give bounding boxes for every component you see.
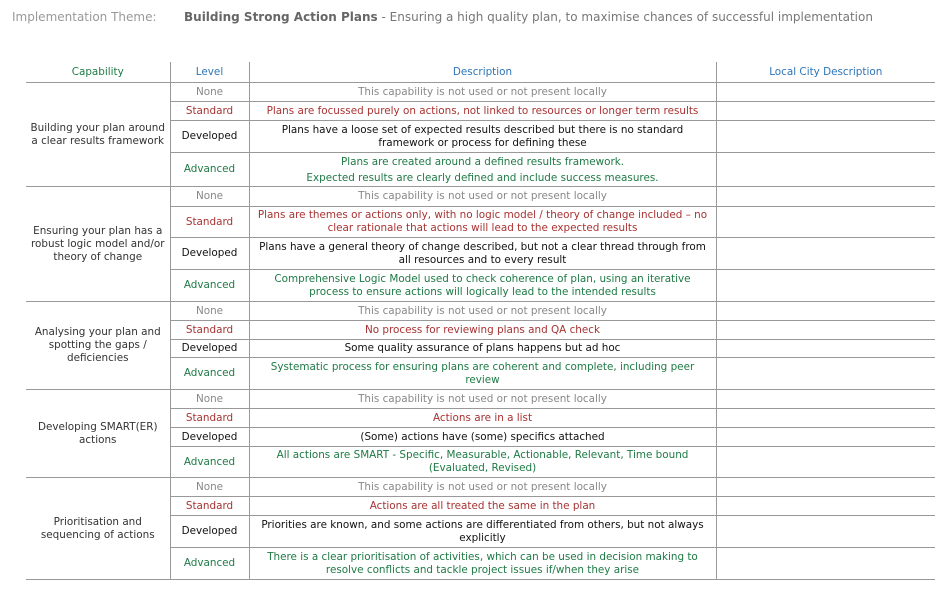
description-cell: Plans have a general theory of change described, but not a clear thread through from all resources and to every result xyxy=(249,238,716,270)
theme-label: Implementation Theme: xyxy=(12,10,157,24)
local-city-description-cell[interactable] xyxy=(716,153,935,187)
header-capability: Capability xyxy=(26,62,170,83)
local-city-description-cell[interactable] xyxy=(716,207,935,238)
capability-cell: Prioritisation and sequencing of actions xyxy=(26,478,170,580)
description-cell: Priorities are known, and some actions are differentiated from others, but not always explicitly xyxy=(249,516,716,548)
description-cell: (Some) actions have (some) specifics attached xyxy=(249,428,716,447)
level-cell: Advanced xyxy=(170,270,249,302)
description-cell: Actions are all treated the same in the plan xyxy=(249,497,716,516)
description-cell: Plans are created around a defined results framework. Expected results are clearly defined and include success measures. xyxy=(249,153,716,187)
local-city-description-cell[interactable] xyxy=(716,83,935,102)
level-cell: None xyxy=(170,478,249,497)
local-city-description-cell[interactable] xyxy=(716,447,935,478)
level-cell: Developed xyxy=(170,428,249,447)
description-cell: Systematic process for ensuring plans are coherent and complete, including peer review xyxy=(249,358,716,390)
theme-title: Building Strong Action Plans xyxy=(184,10,378,24)
level-cell: Standard xyxy=(170,321,249,340)
description-cell: This capability is not used or not present locally xyxy=(249,83,716,102)
level-cell: Standard xyxy=(170,409,249,428)
level-cell: Standard xyxy=(170,207,249,238)
local-city-description-cell[interactable] xyxy=(716,409,935,428)
level-cell: None xyxy=(170,302,249,321)
capability-cell: Analysing your plan and spotting the gaps / deficiencies xyxy=(26,302,170,390)
level-cell: Standard xyxy=(170,102,249,121)
header-local-city-description: Local City Description xyxy=(716,62,935,83)
local-city-description-cell[interactable] xyxy=(716,121,935,153)
description-cell: Plans are themes or actions only, with no logic model / theory of change included – no clear rationale that actions will lead to the expected results xyxy=(249,207,716,238)
header-description: Description xyxy=(249,62,716,83)
level-cell: Advanced xyxy=(170,548,249,580)
description-cell: No process for reviewing plans and QA check xyxy=(249,321,716,340)
level-cell: Advanced xyxy=(170,153,249,187)
table-row xyxy=(26,302,935,321)
level-cell: Developed xyxy=(170,516,249,548)
level-cell: Developed xyxy=(170,340,249,358)
description-cell: Comprehensive Logic Model used to check coherence of plan, using an iterative process to ensure actions will logically lead to the intended results xyxy=(249,270,716,302)
local-city-description-cell[interactable] xyxy=(716,340,935,358)
description-cell: This capability is not used or not present locally xyxy=(249,390,716,409)
description-cell: Some quality assurance of plans happens but ad hoc xyxy=(249,340,716,358)
level-cell: Advanced xyxy=(170,358,249,390)
capability-table xyxy=(26,62,935,580)
table-row xyxy=(26,390,935,409)
table-row xyxy=(26,187,935,207)
local-city-description-cell[interactable] xyxy=(716,187,935,207)
description-cell: Actions are in a list xyxy=(249,409,716,428)
level-cell: None xyxy=(170,187,249,207)
local-city-description-cell[interactable] xyxy=(716,548,935,580)
description-cell: Plans have a loose set of expected results described but there is no standard framework or process for defining these xyxy=(249,121,716,153)
description-cell: There is a clear prioritisation of activities, which can be used in decision making to resolve conflicts and tackle project issues if/when they arise xyxy=(249,548,716,580)
header-level: Level xyxy=(170,62,249,83)
local-city-description-cell[interactable] xyxy=(716,270,935,302)
local-city-description-cell[interactable] xyxy=(716,358,935,390)
table-row xyxy=(26,83,935,102)
level-cell: Developed xyxy=(170,238,249,270)
capability-cell: Ensuring your plan has a robust logic model and/or theory of change xyxy=(26,187,170,302)
local-city-description-cell[interactable] xyxy=(716,102,935,121)
description-cell: Plans are focussed purely on actions, not linked to resources or longer term results xyxy=(249,102,716,121)
local-city-description-cell[interactable] xyxy=(716,497,935,516)
level-cell: Advanced xyxy=(170,447,249,478)
local-city-description-cell[interactable] xyxy=(716,390,935,409)
description-cell: This capability is not used or not present locally xyxy=(249,302,716,321)
capability-cell: Developing SMART(ER) actions xyxy=(26,390,170,478)
table-row xyxy=(26,478,935,497)
description-cell: This capability is not used or not present locally xyxy=(249,478,716,497)
theme-subtitle: - Ensuring a high quality plan, to maximise chances of successful implementation xyxy=(377,10,873,24)
level-cell: Standard xyxy=(170,497,249,516)
local-city-description-cell[interactable] xyxy=(716,238,935,270)
capability-cell: Building your plan around a clear results framework xyxy=(26,83,170,187)
local-city-description-cell[interactable] xyxy=(716,302,935,321)
level-cell: Developed xyxy=(170,121,249,153)
description-cell: This capability is not used or not present locally xyxy=(249,187,716,207)
local-city-description-cell[interactable] xyxy=(716,478,935,497)
level-cell: None xyxy=(170,390,249,409)
local-city-description-cell[interactable] xyxy=(716,428,935,447)
level-cell: None xyxy=(170,83,249,102)
theme-header xyxy=(12,10,873,24)
local-city-description-cell[interactable] xyxy=(716,516,935,548)
description-cell: All actions are SMART - Specific, Measurable, Actionable, Relevant, Time bound (Evaluated, Revised) xyxy=(249,447,716,478)
local-city-description-cell[interactable] xyxy=(716,321,935,340)
